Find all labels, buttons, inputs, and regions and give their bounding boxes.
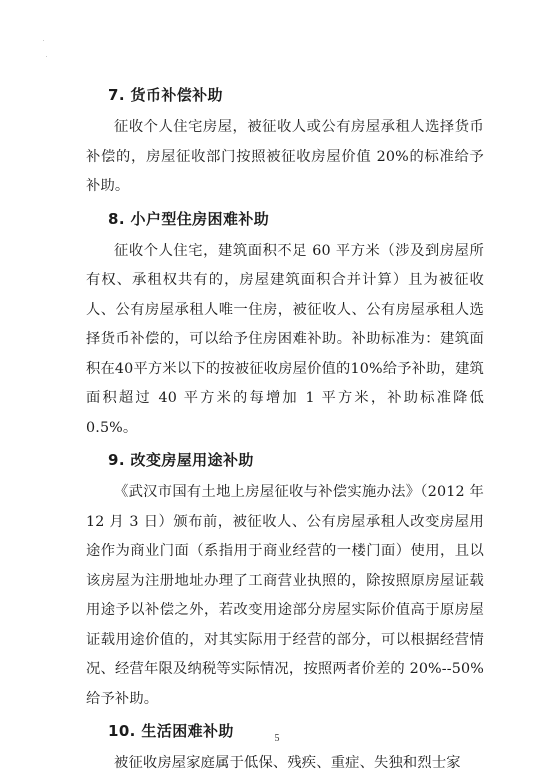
section-paragraph-10: 被征收房屋家庭属于低保、残疾、重症、失独和烈士家 xyxy=(114,755,461,771)
section-paragraph-8: 征收个人住宅，建筑面积不足 60 平方米（涉及到房屋所有权、承租权共有的，房屋建筑面积合并计算）且为被征收人、公有房屋承租人唯一住房，被征收人、公有房屋承租人选择货币补偿的，可以给予住房困难补助。补助标准为：建筑面积在40平方米以下的按被征收房屋价值的10%给予补助，建筑面积超过 40 平方米的每增加 1 平方米，补助标准降低 0.5%。 xyxy=(86,242,484,436)
page-number: 5 xyxy=(274,733,280,744)
section-heading-7: 7. 货币补偿补助 xyxy=(108,86,223,104)
document-body xyxy=(86,82,484,783)
section-paragraph-7: 征收个人住宅房屋，被征收人或公有房屋承租人选择货币补偿的，房屋征收部门按照被征收房屋价值 20%的标准给予补助。 xyxy=(86,119,484,194)
scan-dot xyxy=(46,56,47,57)
scan-dot xyxy=(43,40,44,41)
section-paragraph-9: 《武汉市国有土地上房屋征收与补偿实施办法》（2012 年 12 月 3 日）颁布前，被征收人、公有房屋承租人改变房屋用途作为商业门面（系指用于商业经营的一楼门面）使用，且以该房屋为注册地址办理了工商营业执照的，除按照原房屋证载用途予以补偿之外，若改变用途部分房屋实际价值高于原房屋证载用途价值的，对其实际用于经营的部分，可以根据经营情况、经营年限及纳税等实际情况，按照两者价差的 20%--50%给予补助。 xyxy=(86,484,484,707)
section-heading-8: 8. 小户型住房困难补助 xyxy=(108,209,270,228)
section-heading-10: 10. 生活困难补助 xyxy=(108,722,234,740)
section-heading-9: 9. 改变房屋用途补助 xyxy=(108,451,254,469)
